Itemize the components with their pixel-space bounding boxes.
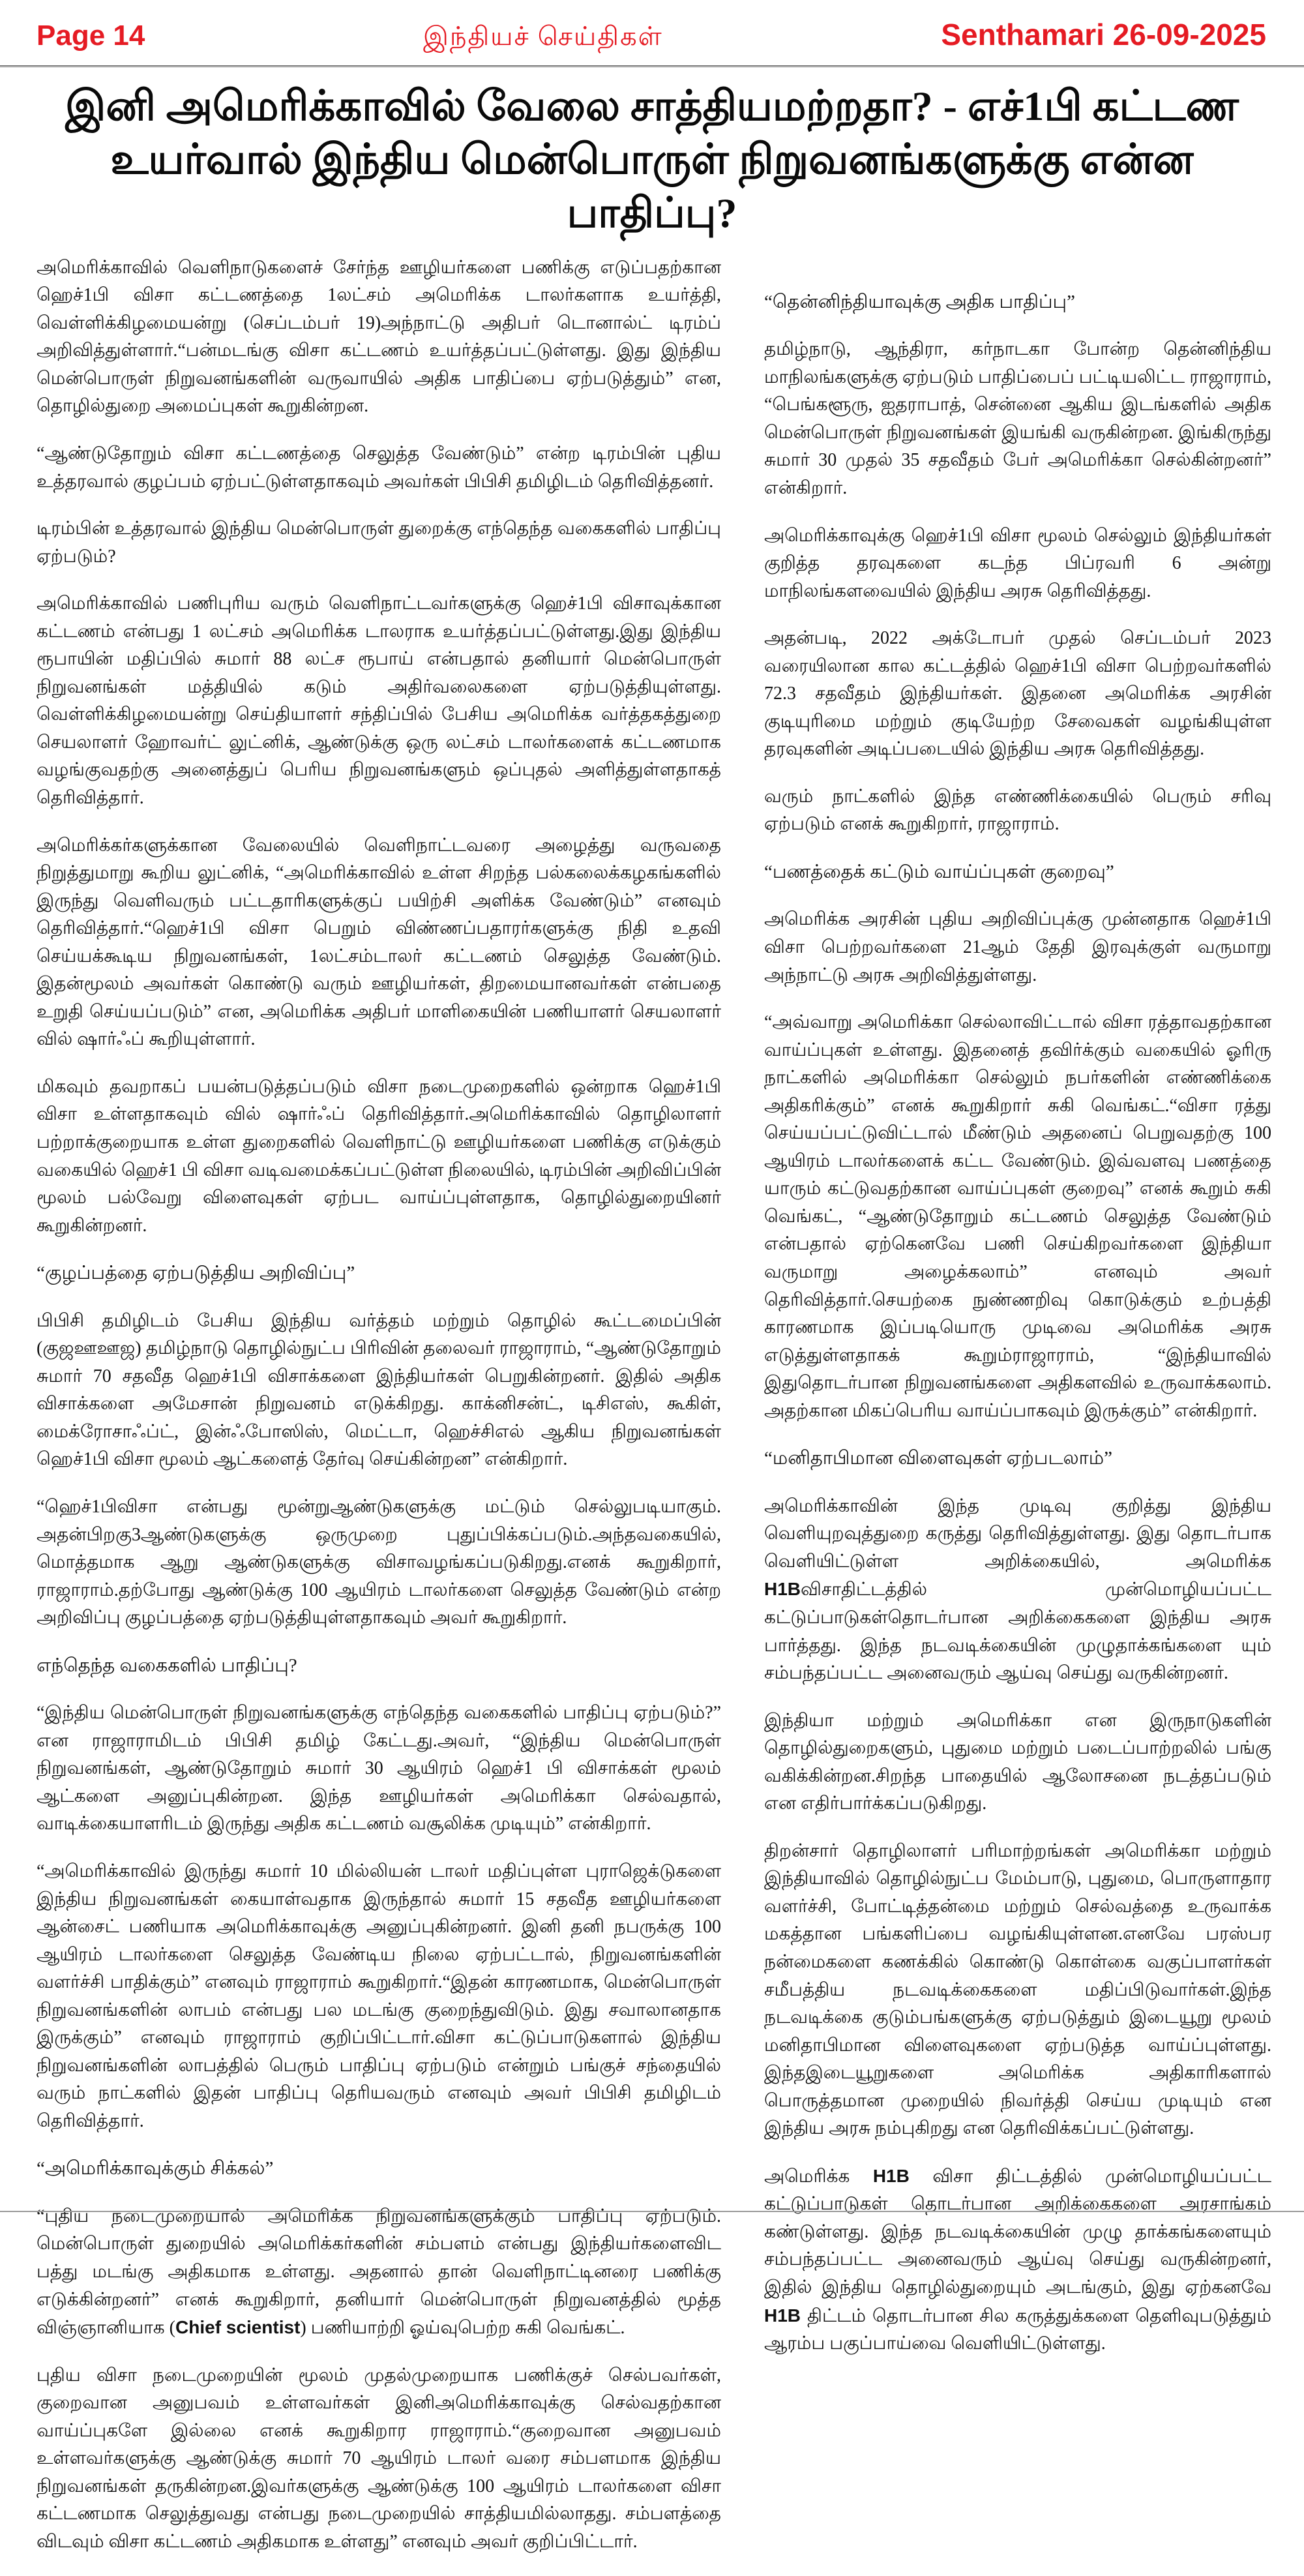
article-paragraph: “இந்திய மென்பொருள் நிறுவனங்களுக்கு எந்தெந்த வகைகளில் பாதிப்பு ஏற்படும்?” என ராஜாராமிடம் பிபிசி தமிழ் கேட்டது.அவர், “இந்திய மென்பொருள் நிறுவனங்கள், ஆண்டுதோறும் சுமார் 30 ஆயிரம் ஹெச்1 பி விசாக்கள் மூலம் ஆட்களை அனுப்புகின்றன. இந்த ஊழியர்கள் அமெரிக்கா செல்வதால், வாடிக்கையாளரிடம் இருந்து அதிக கட்டணம் வசூலிக்க முடியும்” என்கிறார். xyxy=(37,1703,721,1835)
article-paragraph: அமெரிக்க H1B விசா திட்டத்தில் முன்மொழியப்பட்ட கட்டுப்பாடுகள் தொடர்பான அறிக்கைகளை அரசாங்கம் கண்டுள்ளது. இந்த நடவடிக்கையின் முழு தாக்கங்களையும் சம்பந்தப்பட்ட அனைவரும் ஆய்வு செய்து வருகின்றனர், இதில் இந்திய தொழில்துறையும் அடங்கும், இது ஏற்கனவே H1B திட்டம் தொடர்பான சில கருத்துக்களை தெளிவுபடுத்தும் ஆரம்ப பகுப்பாய்வை வெளியிட்டுள்ளது. xyxy=(764,2165,1271,2354)
article-paragraph: புதிய விசா நடைமுறையின் மூலம் முதல்முறையாக பணிக்குச் செல்பவர்கள், குறைவான அனுபவம் உள்ளவர்கள் இனிஅமெரிக்காவுக்கு செல்வதற்கான வாய்ப்புகளே இல்லை எனக் கூறுகிறார ராஜாராம்.“குறைவான அனுபவம் உள்ளவர்களுக்கு ஆண்டுக்கு சுமார் 70 ஆயிரம் டாலர் வரை சம்பளமாக இந்திய நிறுவனங்கள் தருகின்றன.இவர்களுக்கு ஆண்டுக்கு 100 ஆயிரம் டாலர்களை விசா கட்டணமாக செலுத்துவது என்பது நடைமுறையில் சாத்தியமில்லாதது. சம்பளத்தை விடவும் விசா கட்டணம் அதிகமாக உள்ளது” எனவும் அவர் குறிப்பிட்டார். xyxy=(37,2365,721,2552)
article-paragraph: அமெரிக்கர்களுக்கான வேலையில் வெளிநாட்டவரை அழைத்து வருவதை நிறுத்துமாறு கூறிய லுட்னிக், “அமெரிக்காவில் உள்ள சிறந்த பல்கலைக்கழகங்களில் இருந்து வெளிவரும் பட்டதாரிகளுக்குப் பயிற்சி அளிக்க வேண்டும்” எனவும் தெரிவித்தார்.“ஹெச்1பி விசா பெறும் விண்ணப்பதாரர்களுக்கு நிதி உதவி செய்யக்கூடிய நிறுவனங்கள், 1லட்சம்டாலர் கட்டணம் செலுத்த வேண்டும். இதன்மூலம் அவர்கள் கொண்டு வரும் ஊழியர்கள், திறமையானவர்கள் என்பதை உறுதி செய்யப்படும்” என, அமெரிக்க அதிபர் மாளிகையின் பணியாளர் செயலாளர் வில் ஷார்ஃப் கூறியுள்ளார். xyxy=(37,835,721,1050)
article-paragraph: அமெரிக்காவின் இந்த முடிவு குறித்து இந்திய வெளியுறவுத்துறை கருத்து தெரிவித்துள்ளது. இது தொடர்பாக வெளியிட்டுள்ள அறிக்கையில், அமெரிக்க H1Bவிசாதிட்டத்தில் முன்மொழியப்பட்ட கட்டுப்பாடுகள்தொடர்பான அறிக்கைகளை இந்திய அரசு பார்த்தது. இந்த நடவடிக்கையின் முழுதாக்கங்களை யும் சம்பந்தப்பட்ட அனைவரும் ஆய்வு செய்து வருகின்றனர். xyxy=(764,1495,1271,1684)
article-paragraph: வரும் நாட்களில் இந்த எண்ணிக்கையில் பெரும் சரிவு ஏற்படும் எனக் கூறுகிறார், ராஜாராம். xyxy=(764,786,1271,835)
article-paragraph: மிகவும் தவறாகப் பயன்படுத்தப்படும் விசா நடைமுறைகளில் ஒன்றாக ஹெச்1பி விசா உள்ளதாகவும் வில் ஷார்ஃப் தெரிவித்தார்.அமெரிக்காவில் தொழிலாளர் பற்றாக்குறையாக உள்ள துறைகளில் வெளிநாட்டு ஊழியர்களை பணிக்கு எடுக்கும் வகையில் ஹெச்1 பி விசா வடிவமைக்கப்பட்டுள்ள நிலையில், டிரம்பின் அறிவிப்பின் மூலம் பல்வேறு விளைவுகள் ஏற்பட வாய்ப்புள்ளதாக, தொழில்துறையினர் கூறுகின்றனர். xyxy=(37,1076,721,1236)
article-subheading: “தென்னிந்தியாவுக்கு அதிக பாதிப்பு” xyxy=(764,291,1075,312)
article-paragraph: டிரம்பின் உத்தரவால் இந்திய மென்பொருள் துறைக்கு எந்தெந்த வகைகளில் பாதிப்பு ஏற்படும்? xyxy=(37,518,721,567)
article-paragraph: அமெரிக்காவுக்கு ஹெச்1பி விசா மூலம் செல்லும் இந்தியர்கள் குறித்த தரவுகளை கடந்த பிப்ரவரி 6 அன்று மாநிலங்களவையில் இந்திய அரசு தெரிவித்தது. xyxy=(764,525,1271,601)
article-paragraph: திறன்சார் தொழிலாளர் பரிமாற்றங்கள் அமெரிக்கா மற்றும் இந்தியாவில் தொழில்நுட்ப மேம்பாடு, புதுமை, பொருளாதார வளர்ச்சி, போட்டித்தன்மை மற்றும் செல்வத்தை உருவாக்க மகத்தான பங்களிப்பை வழங்கியுள்ளன.எனவே பரஸ்பர நன்மைகளை கணக்கில் கொண்டு கொள்கை வகுப்பாளர்கள் சமீபத்திய நடவடிக்கைகளை மதிப்பிடுவார்கள்.இந்த நடவடிக்கை குடும்பங்களுக்கு ஏற்படுத்தும் இடையூறு மூலம் மனிதாபிமான விளைவுகளை ஏற்படுத்த வாய்ப்புள்ளது. இந்தஇடையூறுகளை அமெரிக்க அதிகாரிகளால் பொருத்தமான முறையில் நிவர்த்தி செய்ய முடியும் என இந்திய அரசு நம்புகிறது என தெரிவிக்கப்பட்டுள்ளது. xyxy=(764,1840,1271,2139)
article-paragraph: இந்தியா மற்றும் அமெரிக்கா என இருநாடுகளின் தொழில்துறைகளும், புதுமை மற்றும் படைப்பாற்றலில் பங்கு வகிக்கின்றன.சிறந்த பாதையில் ஆலோசனை நடத்தப்படும் என எதிர்பார்க்கப்படுகிறது. xyxy=(764,1710,1271,1814)
article-paragraph: பிபிசி தமிழிடம் பேசிய இந்திய வர்த்தம் மற்றும் தொழில் கூட்டமைப்பின் (குஜஊஊஜ) தமிழ்நாடு தொழில்நுட்ப பிரிவின் தலைவர் ராஜாராம், “ஆண்டுதோறும் சுமார் 70 சதவீத ஹெச்1பி விசாக்களை இந்தியர்கள் பெறுகின்றனர். இதில் அதிக விசாக்களை அமேசான் நிறுவனம் எடுக்கிறது. காக்னிசன்ட், டிசிஎஸ், கூகிள், மைக்ரோசாஃப்ட், இன்ஃபோஸிஸ், மெட்டா, ஹெச்சிஎல் ஆகிய நிறுவனங்கள் ஹெச்1பி விசா மூலம் ஆட்களைத் தேர்வு செய்கின்றன” என்கிறார். xyxy=(37,1310,721,1470)
section-title: இந்தியச் செய்திகள் xyxy=(422,22,663,51)
article-paragraph: “அவ்வாறு அமெரிக்கா செல்லாவிட்டால் விசா ரத்தாவதற்கான வாய்ப்புகள் உள்ளது. இதனைத் தவிர்க்கும் வகையில் ஓரிரு நாட்களில் அமெரிக்கா செல்லும் நபர்களின் எண்ணிக்கை அதிகரிக்கும்” எனக் கூறுகிறார் சுகி வெங்கட்.“விசா ரத்து செய்யப்பட்டுவிட்டால் மீண்டும் அதனைப் பெறுவதற்கு 100 ஆயிரம் டாலர்களைக் கட்ட வேண்டும். இவ்வளவு பணத்தை யாரும் கட்டுவதற்கான வாய்ப்புகள் குறைவு” எனக் கூறும் சுகி வெங்கட், “ஆண்டுதோறும் கட்டணம் செலுத்த வேண்டும் என்பதால் ஏற்கெனவே பணி செய்கிறவர்களை இந்தியா வருமாறு அழைக்கலாம்” எனவும் அவர் தெரிவித்தார்.செயற்கை நுண்ணறிவு கொடுக்கும் உற்பத்தி காரணமாக இப்படியொரு முடிவை அமெரிக்க அரசு எடுத்துள்ளதாகக் கூறும்ராஜாராம், “இந்தியாவில் இதுதொடர்பான நிறுவனங்களை அதிகளவில் உருவாக்கலாம். அதற்கான மிகப்பெரிய வாய்ப்பாகவும் இருக்கும்” என்கிறார். xyxy=(764,1012,1271,1421)
article-subheading: “குழப்பத்தை ஏற்படுத்திய அறிவிப்பு” xyxy=(37,1263,355,1284)
article-paragraph: “புதிய நடைமுறையால் அமெரிக்க நிறுவனங்களுக்கும் பாதிப்பு ஏற்படும். மென்பொருள் துறையில் அமெரிக்கர்களின் சம்பளம் என்பது இந்தியர்களைவிட பத்து மடங்கு அதிகமாக உள்ளது. அதனால் தான் வெளிநாட்டினரை பணிக்கு எடுக்கின்றனர்” எனக் கூறுகிறார், தனியார் மென்பொருள் நிறுவனத்தில் மூத்த விஞ்ஞானியாக (Chief scientist) பணியாற்றி ஓய்வுபெற்ற சுகி வெங்கட். xyxy=(37,2206,721,2339)
article-paragraph: அமெரிக்காவில் வெளிநாடுகளைச் சேர்ந்த ஊழியர்களை பணிக்கு எடுப்பதற்கான ஹெச்1பி விசா கட்டணத்தை 1லட்சம் அமெரிக்க டாலர்களாக உயர்த்தி, வெள்ளிக்கிழமையன்று (செப்டம்பர் 19)அந்நாட்டு அதிபர் டொனால்ட் டிரம்ப் அறிவித்துள்ளார்.“பன்மடங்கு விசா கட்டணம் உயர்த்தப்பட்டுள்ளது. இது இந்திய மென்பொருள் நிறுவனங்களின் வருவாயில் அதிக பாதிப்பை ஏற்படுத்தும்” என, தொழில்துறை அமைப்புகள் கூறுகின்றன. xyxy=(37,257,721,417)
article-subheading: “அமெரிக்காவுக்கும் சிக்கல்” xyxy=(37,2158,274,2179)
page-header xyxy=(0,0,1304,55)
article-subheading: “பணத்தைக் கட்டும் வாய்ப்புகள் குறைவு” xyxy=(764,861,1114,882)
article-headline: இனி அமெரிக்காவில் வேலை சாத்தியமற்றதா? - எச்1பி கட்டண உயர்வால் இந்திய மென்பொருள் நிறுவனங்களுக்கு என்ன பாதிப்பு? xyxy=(65,83,1239,236)
masthead-title: Senthamari 26-09-2025 xyxy=(941,18,1266,52)
article-body xyxy=(0,248,1304,2576)
article-paragraph: தமிழ்நாடு, ஆந்திரா, கர்நாடகா போன்ற தென்னிந்திய மாநிலங்களுக்கு ஏற்படும் பாதிப்பைப் பட்டியலிட்ட ராஜாராம், “பெங்களூரு, ஐதராபாத், சென்னை ஆகிய இடங்களில் அதிக மென்பொருள் நிறுவனங்கள் இயங்கி வருகின்றன. இங்கிருந்து சுமார் 30 முதல் 35 சதவீதம் பேர் அமெரிக்கா செல்கின்றனர்” என்கிறார். xyxy=(764,339,1271,498)
article-paragraph: அதன்படி, 2022 அக்டோபர் முதல் செப்டம்பர் 2023 வரையிலான கால கட்டத்தில் ஹெச்1பி விசா பெற்றவர்களில் 72.3 சதவீதம் இந்தியர்கள். இதனை அமெரிக்க அரசின் குடியுரிமை மற்றும் குடியேற்ற சேவைகள் வழங்கியுள்ள தரவுகளின் அடிப்படையில் இந்திய அரசு தெரிவித்தது. xyxy=(764,628,1271,760)
article-subheading: எந்தெந்த வகைகளில் பாதிப்பு? xyxy=(37,1655,297,1676)
article-paragraph: அமெரிக்காவில் பணிபுரிய வரும் வெளிநாட்டவர்களுக்கு ஹெச்1பி விசாவுக்கான கட்டணம் என்பது 1 லட்சம் அமெரிக்க டாலராக உயர்த்தப்பட்டுள்ளது.இது இந்திய ரூபாயின் மதிப்பில் சுமார் 88 லட்ச ரூபாய் என்பதால் தனியார் மென்பொருள் நிறுவனங்கள் மத்தியில் கடும் அதிர்வலைகளை ஏற்படுத்தியுள்ளது. வெள்ளிக்கிழமையன்று செய்தியாளர் சந்திப்பில் பேசிய அமெரிக்க வர்த்தகத்துறை செயலாளர் ஹோவர்ட் லுட்னிக், ஆண்டுக்கு ஒரு லட்சம் டாலர்களைக் கட்டணமாக வழங்குவதற்கு அனைத்துப் பெரிய நிறுவனங்களும் ஒப்புதல் அளித்துள்ளதாகத் தெரிவித்தார். xyxy=(37,593,721,809)
left-column xyxy=(37,254,721,2576)
page-number-label: Page 14 xyxy=(37,20,145,52)
header-divider xyxy=(0,65,1304,68)
right-column xyxy=(764,254,1271,2378)
article-paragraph: அமெரிக்க அரசின் புதிய அறிவிப்புக்கு முன்னதாக ஹெச்1பி விசா பெற்றவர்களை 21ஆம் தேதி இரவுக்குள் வருமாறு அந்நாட்டு அரசு அறிவித்துள்ளது. xyxy=(764,909,1271,985)
article-subheading: “மனிதாபிமான விளைவுகள் ஏற்படலாம்” xyxy=(764,1448,1112,1469)
article-paragraph: “ஆண்டுதோறும் விசா கட்டணத்தை செலுத்த வேண்டும்” என்ற டிரம்பின் புதிய உத்தரவால் குழப்பம் ஏற்பட்டுள்ளதாகவும் அவர்கள் பிபிசி தமிழிடம் தெரிவித்தனர். xyxy=(37,443,721,492)
footer-divider xyxy=(0,2211,1304,2212)
article-paragraph: “அமெரிக்காவில் இருந்து சுமார் 10 மில்லியன் டாலர் மதிப்புள்ள புராஜெக்டுகளை இந்திய நிறுவனங்கள் கையாள்வதாக இருந்தால் சுமார் 15 சதவீத ஊழியர்களை ஆன்சைட் பணியாக அமெரிக்காவுக்கு அனுப்புகின்றனர். இனி தனி நபருக்கு 100 ஆயிரம் டாலர்களை செலுத்த வேண்டிய நிலை ஏற்பட்டால், நிறுவனங்களின் வளர்ச்சி பாதிக்கும்” எனவும் ராஜாராம் கூறுகிறார்.“இதன் காரணமாக, மென்பொருள் நிறுவனங்களின் லாபம் என்பது பல மடங்கு குறைந்துவிடும். இது சவாலானதாக இருக்கும்” எனவும் ராஜாராம் குறிப்பிட்டார்.விசா கட்டுப்பாடுகளால் இந்திய நிறுவனங்களின் லாபத்தில் பெரும் பாதிப்பு ஏற்படும் என்றும் பங்குச் சந்தையில் வரும் நாட்களில் இதன் பாதிப்பு தெரியவரும் எனவும் அவர் பிபிசி தமிழிடம் தெரிவித்தார். xyxy=(37,1861,721,2131)
article-paragraph: “ஹெச்1பிவிசா என்பது மூன்றுஆண்டுகளுக்கு மட்டும் செல்லுபடியாகும். அதன்பிறகு3ஆண்டுகளுக்கு ஒருமுறை புதுப்பிக்கப்படும்.அந்தவகையில், மொத்தமாக ஆறு ஆண்டுகளுக்கு விசாவழங்கப்படுகிறது.எனக் கூறுகிறார், ராஜாராம்.தற்போது ஆண்டுக்கு 100 ஆயிரம் டாலர்களை செலுத்த வேண்டும் என்ற அறிவிப்பு குழப்பத்தை ஏற்படுத்தியுள்ளதாகவும் அவர் கூறுகிறார். xyxy=(37,1497,721,1628)
